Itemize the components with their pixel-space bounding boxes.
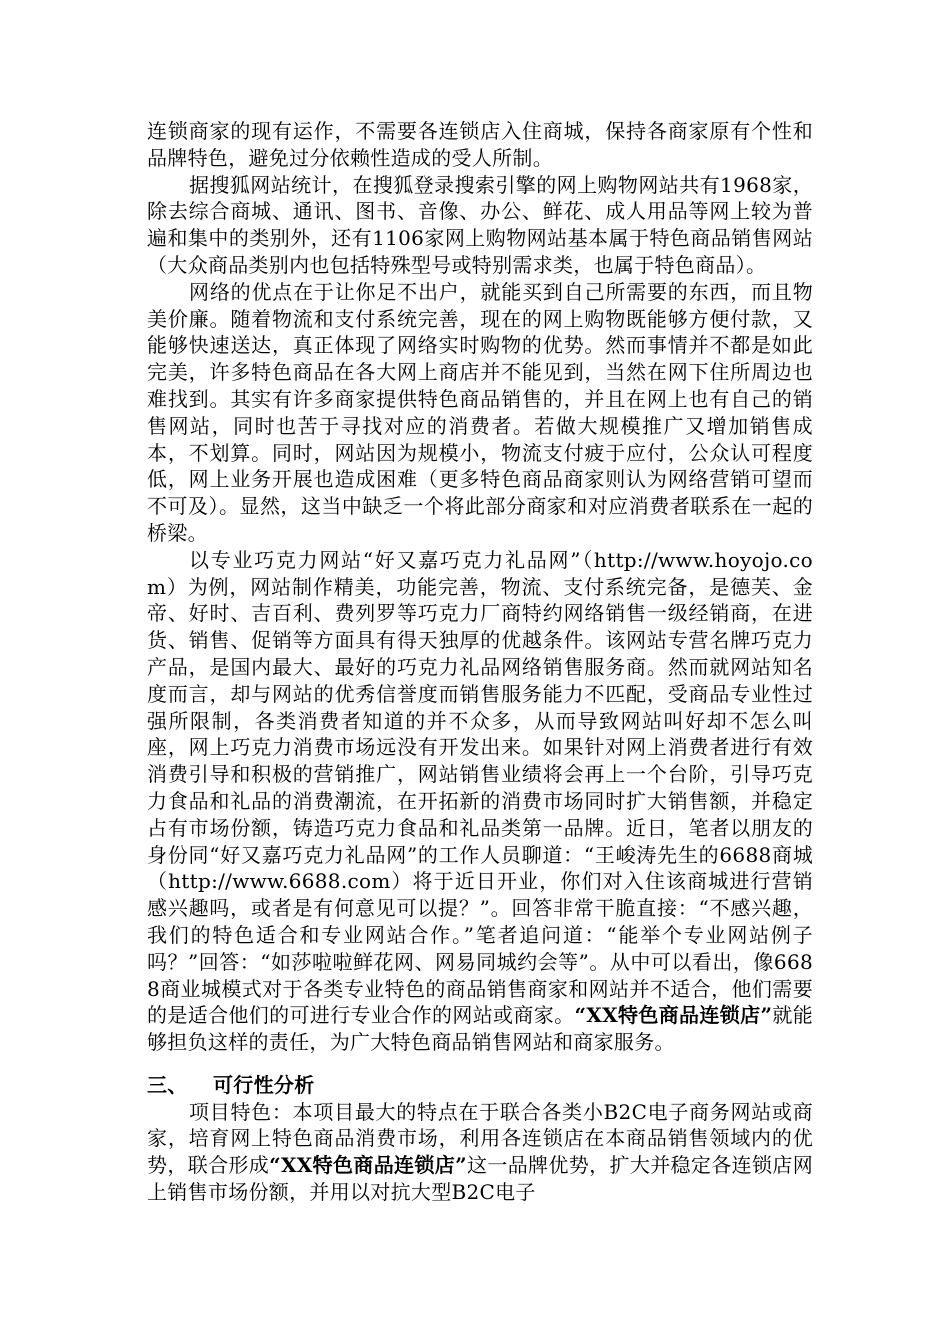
paragraph-5-text: 项目特色：本项目最大的特点在于联合各类小B2C电子商务网站或商家，培育网上特色商品消费市场，利用各连锁店在本商品销售领域内的优势，联合形成 <box>147 1099 813 1178</box>
paragraph-4-tail: 就能够担负这样的责任，为广大特色商品销售网站和商家服务。 <box>147 1003 813 1055</box>
paragraph-2: 据搜狐网站统计，在搜狐登录搜索引擎的网上购物网站共有1968家，除去综合商城、通讯、图书、音像、办公、鲜花、成人用品等网上较为普遍和集中的类别外，还有1106家网上购物网站基本属于特色商品销售网站（大众商品类别内也包括特殊型号或特别需求类，也属于特色商品）。 <box>147 172 813 277</box>
paragraph-1: 连锁商家的现有运作，不需要各连锁店入住商城，保持各商家原有个性和品牌特色，避免过分依赖性造成的受人所制。 <box>147 119 813 170</box>
paragraph-3: 网络的优点在于让你足不出户，就能买到自己所需要的东西，而且物美价廉。随着物流和支付系统完善，现在的网上购物既能够方便付款，又能够快速送达，真正体现了网络实时购物的优势。然而事情并不都是如此完美，许多特色商品在各大网上商店并不能见到，当然在网下住所周边也难找到。其实有许多商家提供特色商品销售的，并且在网上也有自己的销售网站，同时也苦于寻找对应的消费者。若做大规模推广又增加销售成本，不划算。同时，网站因为规模小，物流支付疲于应付，公众认可程度低，网上业务开展也造成困难（更多特色商品商家则认为网络营销可望而不可及）。显然，这当中缺乏一个将此部分商家和对应消费者联系在一起的桥梁。 <box>147 279 813 545</box>
paragraph-5 <box>147 1099 813 1206</box>
paragraph-4 <box>147 547 813 1056</box>
section-number: 三、 <box>147 1072 188 1097</box>
paragraph-4-text: 以专业巧克力网站“好又嘉巧克力礼品网”（http://www.hoyojo.com）为例，网站制作精美，功能完善，物流、支付系统完备，是德芙、金帝、好时、吉百利、费列罗等巧克力厂商特约网络销售一级经销商，在进货、销售、促销等方面具有得天独厚的优越条件。该网站专营名牌巧克力产品，是国内最大、最好的巧克力礼品网络销售服务商。然而就网站知名度而言，却与网站的优秀信誉度而销售服务能力不匹配，受商品专业性过强所限制，各类消费者知道的并不众多，从而导致网站叫好却不怎么叫座，网上巧克力消费市场远没有开发出来。如果针对网上消费者进行有效消费引导和积极的营销推广，网站销售业绩将会再上一个台阶，引导巧克力食品和礼品的消费潮流，在开拓新的消费市场同时扩大销售额，并稳定占有市场份额，铸造巧克力食品和礼品类第一品牌。近日，笔者以朋友的身份同“好又嘉巧克力礼品网”的工作人员聊道：“王峻涛先生的6688商城（http://www.6688.com）将于近日开业，你们对入住该商城进行营销感兴趣吗，或者是有何意见可以提？”。回答非常干脆直接：“不感兴趣，我们的特色适合和专业网站合作。”笔者追问道：“能举个专业网站例子吗？”回答：“如莎啦啦鲜花网、网易同城约会等”。从中可以看出，像6688商业城模式对于各类专业特色的商品销售商家和网站并不适合，他们需要的是适合他们的可进行专业合作的网站或商家。 <box>147 547 813 1028</box>
brand-name-bold: “XX特色商品连锁店” <box>574 1003 773 1028</box>
document-page <box>147 118 813 1206</box>
brand-name-bold-2: “XX特色商品连锁店” <box>269 1153 467 1178</box>
section-title: 可行性分析 <box>213 1072 315 1097</box>
paragraph-5-tail: 这一品牌优势，扩大并稳定各连锁店网上销售市场份额，并用以对抗大型B2C电子 <box>147 1153 813 1205</box>
section-heading <box>147 1072 813 1099</box>
